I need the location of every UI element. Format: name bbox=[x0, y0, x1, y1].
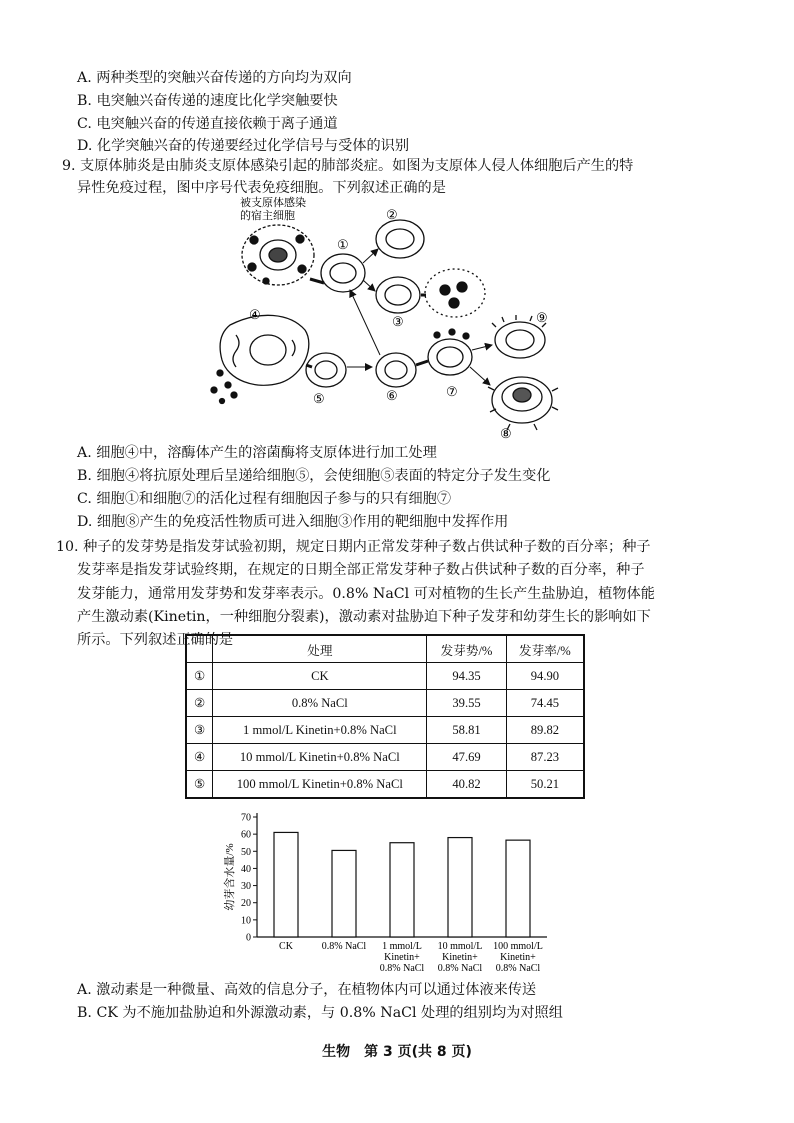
infected-cell-label-1: 被支原体感染 bbox=[240, 197, 306, 209]
cell-9-number: ⑨ bbox=[536, 310, 548, 325]
q9-option-d: D. 细胞⑧产生的免疫活性物质可进入细胞③作用的靶细胞中发挥作用 bbox=[77, 514, 509, 530]
table-row bbox=[186, 663, 584, 690]
q10-stem-line2: 发芽率是指发芽试验终期，在规定的日期全部正常发芽种子数占供试种子数的百分率，种子 bbox=[77, 562, 645, 578]
q8-option-c: C. 电突触兴奋的传递直接依赖于离子通道 bbox=[77, 116, 338, 132]
table-cell: 100 mmol/L Kinetin+0.8% NaCl bbox=[213, 771, 427, 799]
q8-option-b: B. 电突触兴奋传递的速度比化学突触要快 bbox=[77, 93, 338, 109]
table-cell: 89.82 bbox=[506, 717, 584, 744]
cell-4-number: ④ bbox=[249, 307, 261, 322]
y-tick-label: 50 bbox=[241, 846, 251, 858]
y-tick-label: 0 bbox=[246, 932, 251, 944]
cell-5-number: ⑤ bbox=[313, 391, 325, 406]
table-row bbox=[186, 744, 584, 771]
y-tick-label: 30 bbox=[241, 881, 251, 893]
table-cell: CK bbox=[213, 663, 427, 690]
x-tick-label: 0.8% NaCl bbox=[437, 963, 483, 974]
x-tick-label: 0.8% NaCl bbox=[379, 963, 425, 974]
table-cell: 47.69 bbox=[427, 744, 507, 771]
q10-stem-line1: 10. 种子的发芽势是指发芽试验初期，规定日期内正常发芽种子数占供试种子数的百分率；种子 bbox=[56, 539, 651, 555]
table-cell: ③ bbox=[186, 717, 213, 744]
table-cell: 94.35 bbox=[427, 663, 507, 690]
q10-option-b: B. CK 为不施加盐胁迫和外源激动素，与 0.8% NaCl 处理的组别均为对照组 bbox=[77, 1005, 563, 1021]
table-row bbox=[186, 690, 584, 717]
table-cell: ④ bbox=[186, 744, 213, 771]
q10-stem-line4: 产生激动素(Kinetin，一种细胞分裂素)，激动素对盐胁迫下种子发芽和幼芽生长的影响如下 bbox=[77, 609, 651, 625]
q10-stem-line5: 所示。下列叙述正确的是 bbox=[77, 632, 234, 648]
x-tick-label: 10 mmol/L bbox=[437, 941, 483, 952]
cell-2-number: ② bbox=[386, 207, 398, 222]
page-footer: 生物 第 3 页(共 8 页) bbox=[322, 1044, 472, 1060]
x-tick-label: Kinetin+ bbox=[500, 952, 536, 963]
cell-3 bbox=[376, 277, 420, 313]
q8-option-d: D. 化学突触兴奋的传递要经过化学信号与受体的识别 bbox=[77, 138, 410, 154]
cell-7 bbox=[428, 329, 472, 375]
table-cell: 58.81 bbox=[427, 717, 507, 744]
x-tick-label: 1 mmol/L bbox=[382, 941, 422, 952]
cell-5 bbox=[306, 353, 346, 387]
cell-3-number: ③ bbox=[392, 314, 404, 329]
q9-option-c: C. 细胞①和细胞⑦的活化过程有细胞因子参与的只有细胞⑦ bbox=[77, 491, 452, 507]
table-row bbox=[186, 717, 584, 744]
immune-process-figure bbox=[200, 195, 570, 443]
sprout-water-content-chart bbox=[215, 805, 550, 977]
table-header-cell: 处理 bbox=[213, 635, 427, 663]
x-tick-label: 0.8% NaCl bbox=[495, 963, 541, 974]
cell-2 bbox=[376, 220, 424, 258]
cell-7-number: ⑦ bbox=[446, 384, 458, 399]
q10-stem-line3: 发芽能力，通常用发芽势和发芽率表示。0.8% NaCl 可对植物的生长产生盐胁迫，植物体能 bbox=[77, 586, 655, 602]
treatment-table bbox=[185, 634, 585, 799]
bar bbox=[332, 850, 356, 937]
q10-option-a: A. 激动素是一种微量、高效的信息分子，在植物体内可以通过体液来传送 bbox=[77, 982, 537, 998]
cell-1-number: ① bbox=[337, 237, 349, 252]
cell-1 bbox=[321, 254, 365, 292]
y-tick-label: 60 bbox=[241, 829, 251, 841]
table-cell: 40.82 bbox=[427, 771, 507, 799]
bar bbox=[448, 838, 472, 937]
x-tick-label: 0.8% NaCl bbox=[321, 941, 367, 952]
table-cell: ① bbox=[186, 663, 213, 690]
y-tick-label: 10 bbox=[241, 915, 251, 927]
q9-stem-line1: 9. 支原体肺炎是由肺炎支原体感染引起的肺部炎症。如图为支原体人侵人体细胞后产生的特 bbox=[62, 158, 634, 174]
q9-option-b: B. 细胞④将抗原处理后呈递给细胞⑤，会使细胞⑤表面的特定分子发生变化 bbox=[77, 468, 551, 484]
table-cell: 10 mmol/L Kinetin+0.8% NaCl bbox=[213, 744, 427, 771]
cell-6 bbox=[376, 353, 416, 387]
infected-cell-label-2: 的宿主细胞 bbox=[240, 210, 295, 222]
table-header-cell bbox=[186, 635, 213, 663]
q8-option-a: A. 两种类型的突触兴奋传递的方向均为双向 bbox=[77, 70, 352, 86]
target-cell bbox=[425, 269, 485, 317]
x-tick-label: Kinetin+ bbox=[442, 952, 478, 963]
cell-4-apc bbox=[211, 315, 309, 403]
q9-stem-line2: 异性免疫过程，图中序号代表免疫细胞。下列叙述正确的是 bbox=[77, 180, 446, 196]
table-cell: 39.55 bbox=[427, 690, 507, 717]
table-cell: 74.45 bbox=[506, 690, 584, 717]
table-cell: ⑤ bbox=[186, 771, 213, 799]
y-tick-label: 70 bbox=[241, 812, 251, 824]
table-header-cell: 发芽率/% bbox=[506, 635, 584, 663]
table-cell: 1 mmol/L Kinetin+0.8% NaCl bbox=[213, 717, 427, 744]
infected-host-cell bbox=[242, 225, 314, 285]
x-tick-label: 100 mmol/L bbox=[493, 941, 543, 952]
y-tick-label: 20 bbox=[241, 898, 251, 910]
x-tick-label: CK bbox=[279, 941, 293, 952]
cell-8-plasma bbox=[488, 377, 558, 430]
table-row bbox=[186, 771, 584, 799]
table-header-cell: 发芽势/% bbox=[427, 635, 507, 663]
cell-6-number: ⑥ bbox=[386, 388, 398, 403]
cell-8-number: ⑧ bbox=[500, 426, 512, 441]
table-cell: ② bbox=[186, 690, 213, 717]
bar bbox=[274, 832, 298, 937]
table-cell: 0.8% NaCl bbox=[213, 690, 427, 717]
table-cell: 87.23 bbox=[506, 744, 584, 771]
bar bbox=[390, 843, 414, 937]
table-cell: 94.90 bbox=[506, 663, 584, 690]
table-header-row bbox=[186, 635, 584, 663]
x-tick-label: Kinetin+ bbox=[384, 952, 420, 963]
y-tick-label: 40 bbox=[241, 863, 251, 875]
table-cell: 50.21 bbox=[506, 771, 584, 799]
bar bbox=[506, 840, 530, 937]
q9-option-a: A. 细胞④中，溶酶体产生的溶菌酶将支原体进行加工处理 bbox=[77, 445, 437, 461]
y-axis-label: 幼芽含水量/% bbox=[224, 843, 236, 911]
